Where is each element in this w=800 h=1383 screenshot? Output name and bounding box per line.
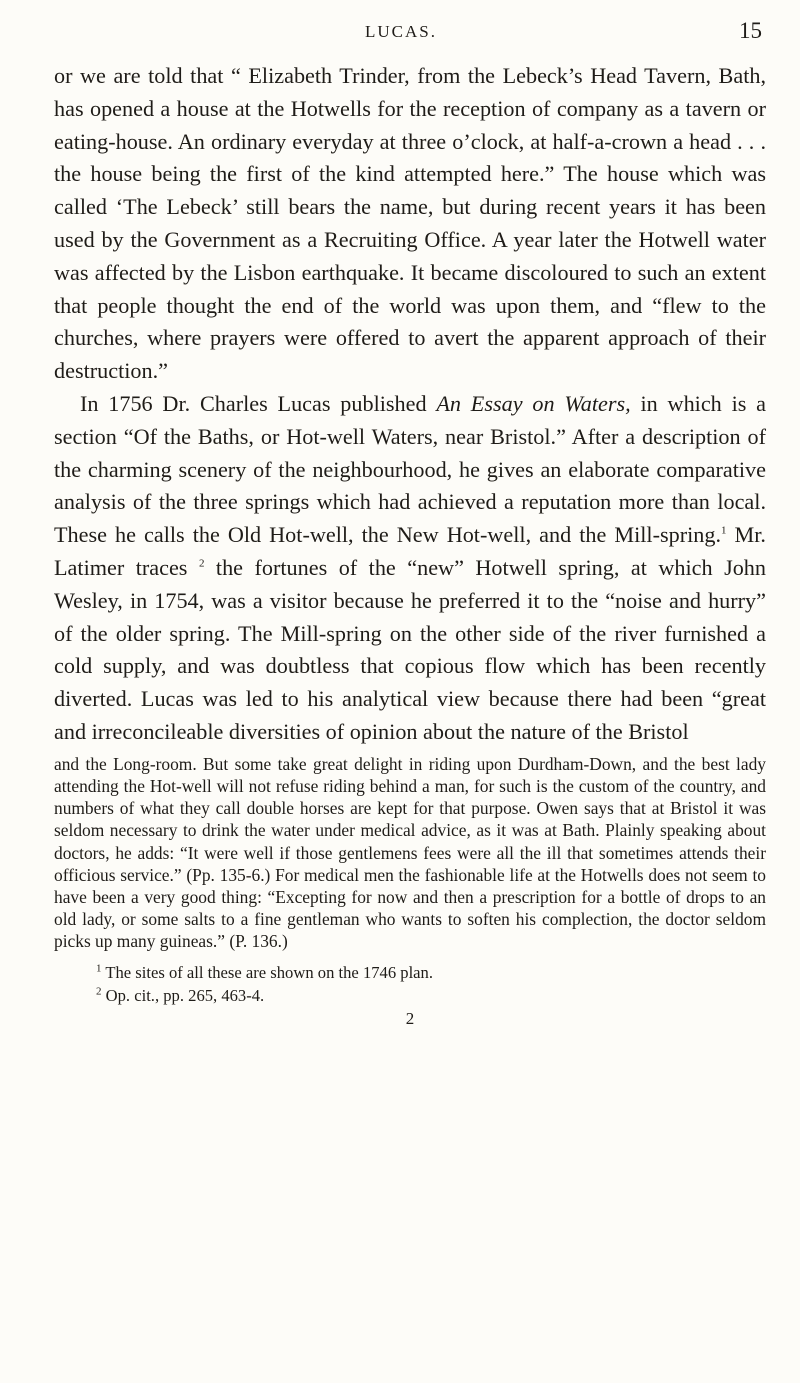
signature-mark: 2 — [405, 1008, 415, 1028]
footnote-ref-2: 2 — [198, 557, 205, 570]
footnote-1-text: The sites of all these are shown on the 1746 plan. — [101, 962, 433, 982]
main-text — [54, 60, 766, 749]
footnote-1 — [54, 961, 766, 984]
paragraph-2-part-b: in which is a section “Of the Baths, or Hot-well Waters, near Bristol.” After a description of the charming scenery of the neighbourhood, he gives an elaborate comparative analysis of the three springs which had achieved a reputation more than local. These he calls the Old Hot-well, the New Hot-well, and the Mill-spring. — [54, 390, 767, 548]
running-head: LUCAS. — [365, 22, 437, 41]
page-header — [40, 18, 762, 48]
footnote-mark-1: 1 — [96, 962, 102, 975]
paragraph-2-part-d: the fortunes of the “new” Hotwell spring, at which John Wesley, in 1754, was a visitor because he preferred it to the “noise and hurry” of the older spring. The Mill-spring on the other side of the river furnished a cold supply, and was doubtless that copious flow which has been recently diverted. Lucas was led to his analytical view because there had been “great and irreconcileable diversities of opinion about the nature of the Bristol — [54, 554, 766, 744]
paragraph-2-part-a: In 1756 Dr. Charles Lucas published — [80, 390, 437, 416]
paragraph-2-part-c: Mr. Latimer traces — [54, 522, 766, 580]
footnote-mark-2: 2 — [96, 985, 102, 998]
page-body — [54, 60, 766, 1029]
book-title: An Essay on Waters, — [436, 390, 631, 416]
paragraph-2 — [54, 388, 766, 749]
footnotes — [54, 961, 766, 1007]
footnote-2 — [54, 984, 766, 1007]
footnote-continuation: and the Long-room. But some take great delight in riding upon Durdham-Down, and the best lady attending the Hot-well will not refuse riding behind a man, for such is the custom of the country, and numbers of what they call double horses are kept for that purpose. Owen says that at Bristol it was seldom necessary to drink the water under medical advice, as it was at Bath. Plainly speaking about doctors, he adds: “It were well if those gentlemens fees were all the ill that sometimes attends their officious service.” (Pp. 135-6.) For medical men the fashionable life at the Hotwells does not seem to have been a very good thing: “Excepting for now and then a prescription for a bottle of drops to an old lady, or some salts to a fine gentleman who wants to soften his complection, the doctor seldom picks up many guineas.” (P. 136.) — [54, 753, 766, 952]
footnote-2-text: Op. cit., pp. 265, 463-4. — [101, 985, 265, 1005]
paragraph-1: or we are told that “ Elizabeth Trinder, from the Lebeck’s Head Tavern, Bath, has opened a house at the Hotwells for the reception of company as a tavern or eating-house. An ordinary everyday at three o’clock, at half-a-crown a head . . . the house being the first of the kind attempted here.” The house which was called ‘The Lebeck’ still bears the name, but during recent years it has been used by the Government as a Recruiting Office. A year later the Hotwell water was affected by the Lisbon earthquake. It became discoloured to such an extent that people thought the end of the world was upon them, and “flew to the churches, where prayers were offered to avert the apparent approach of their destruction.” — [54, 63, 766, 384]
footnote-ref-1: 1 — [721, 524, 727, 537]
page-number: 15 — [739, 18, 762, 43]
